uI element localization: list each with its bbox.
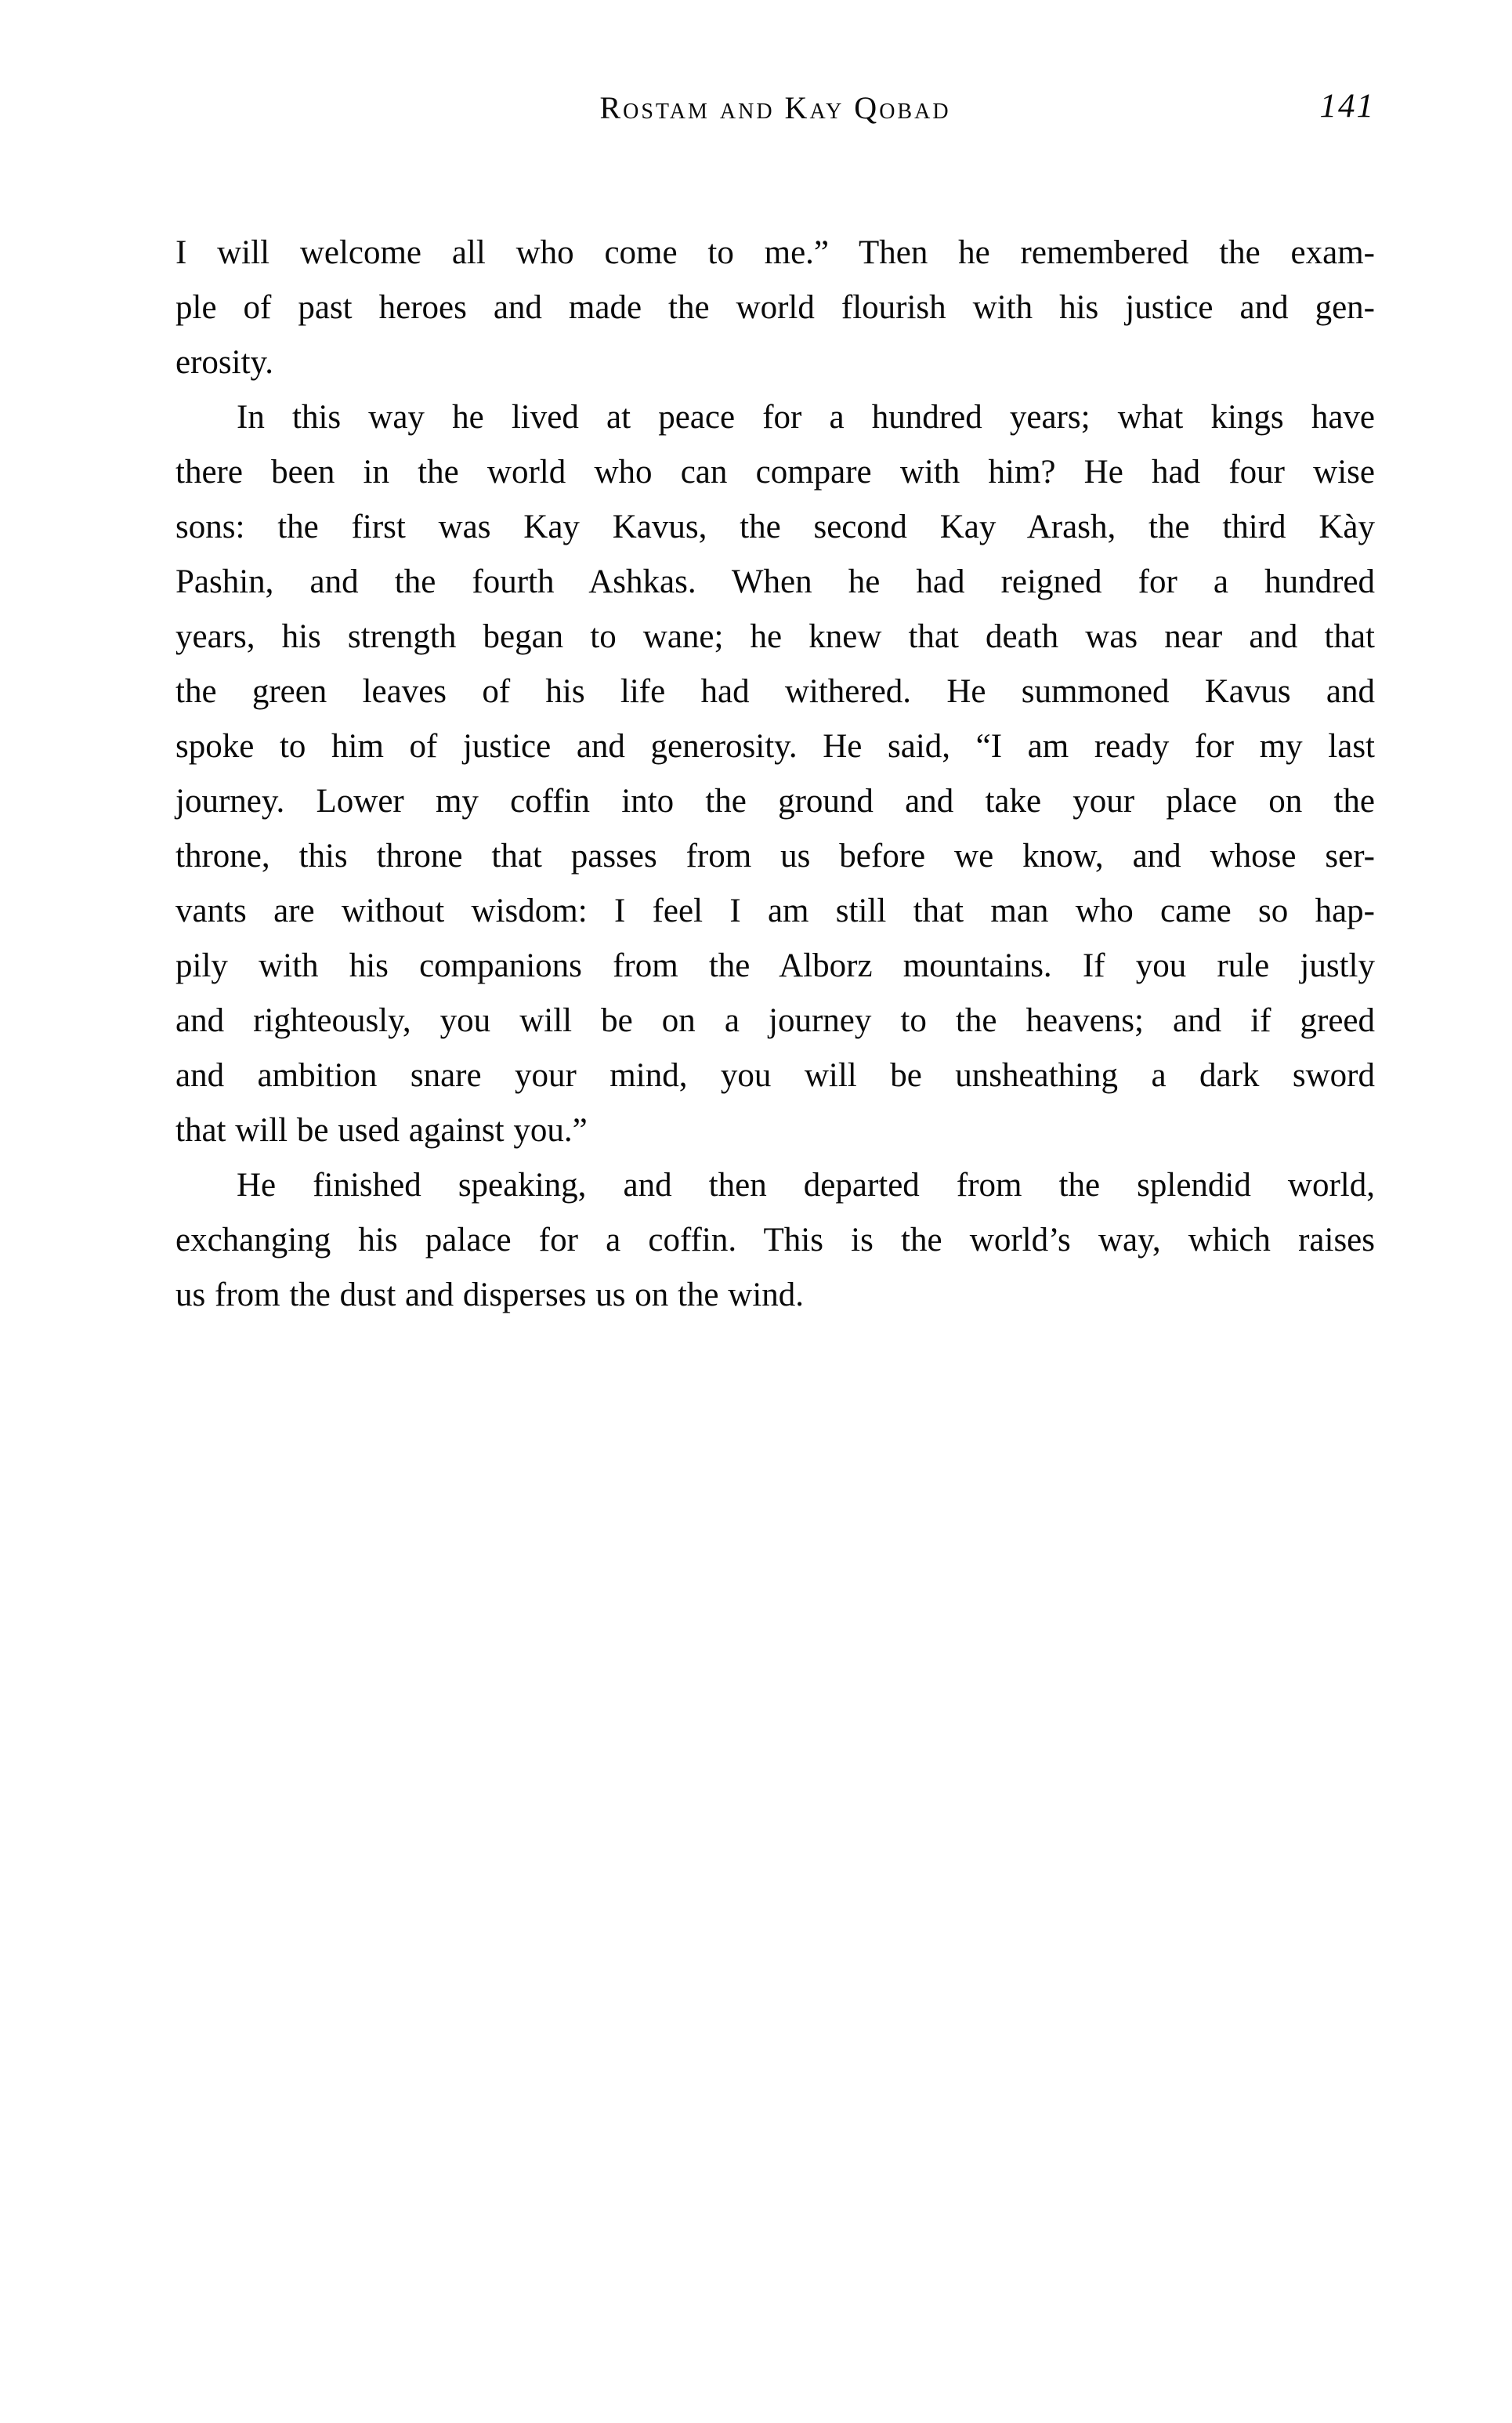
text-line: journey. Lower my coffin into the ground and take your place on the (175, 783, 1375, 820)
text-block (175, 226, 1375, 1323)
text-line: us from the dust and disperses us on the wind. (175, 1277, 805, 1313)
text-line: and righteously, you will be on a journey to the heavens; and if greed (175, 1002, 1375, 1039)
text-line: and ambition snare your mind, you will be unsheathing a dark sword (175, 1057, 1375, 1094)
text-line: In this way he lived at peace for a hundred years; what kings have (237, 399, 1375, 436)
page-header-title: Rostam and Kay Qobad (599, 90, 951, 125)
text-line: ple of past heroes and made the world flourish with his justice and gen- (175, 289, 1375, 326)
text-line: Pashin, and the fourth Ashkas. When he had reigned for a hundred (175, 563, 1375, 600)
running-head (175, 88, 1375, 129)
text-line: He finished speaking, and then departed from the splendid world, (237, 1167, 1375, 1204)
text-line: spoke to him of justice and generosity. He said, “I am ready for my last (175, 728, 1375, 765)
text-line: erosity. (175, 344, 273, 381)
text-line: vants are without wisdom: I feel I am still that man who came so hap- (175, 893, 1375, 929)
text-line: I will welcome all who come to me.” Then he remembered the exam- (175, 234, 1375, 271)
page-number: 141 (1319, 88, 1375, 125)
text-line: that will be used against you.” (175, 1112, 588, 1149)
text-line: sons: the first was Kay Kavus, the second Kay Arash, the third Kày (175, 509, 1375, 545)
text-line: throne, this throne that passes from us before we know, and whose ser- (175, 838, 1375, 875)
text-line: exchanging his palace for a coffin. This is the world’s way, which raises (175, 1222, 1375, 1259)
text-line: years, his strength began to wane; he knew that death was near and that (175, 618, 1375, 655)
text-line: there been in the world who can compare with him? He had four wise (175, 454, 1375, 491)
text-line: the green leaves of his life had withered. He summoned Kavus and (175, 673, 1375, 710)
text-line: pily with his companions from the Alborz mountains. If you rule justly (175, 947, 1375, 984)
